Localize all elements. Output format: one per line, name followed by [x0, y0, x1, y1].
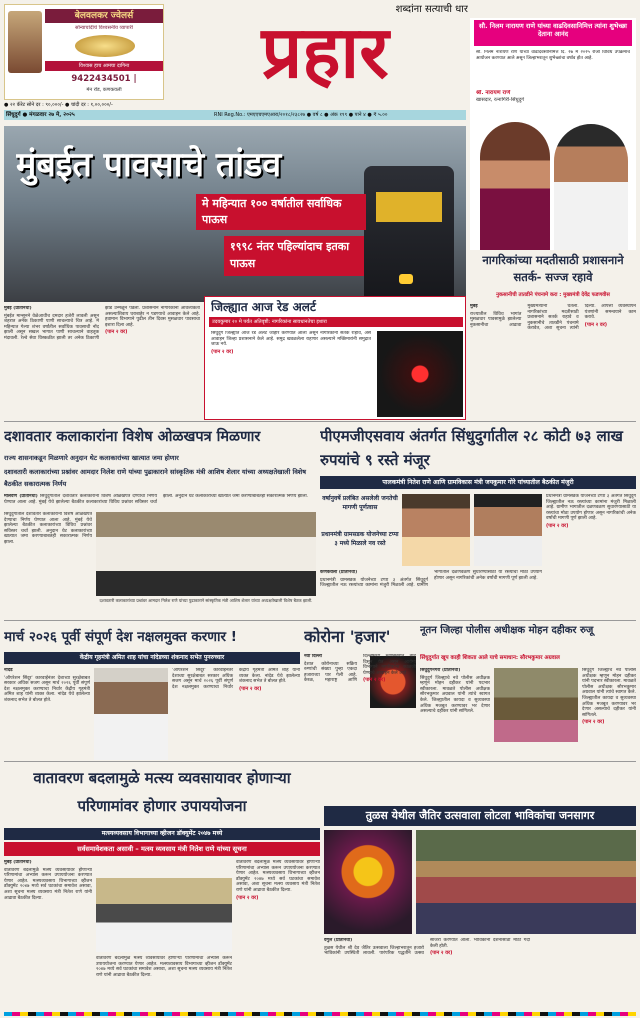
alert-headline: जिल्ह्यात आज रेड अलर्ट — [211, 300, 316, 314]
fisheries-continued: (पान २ वर) — [236, 894, 259, 901]
artists-body — [4, 494, 316, 510]
lead-body-text: मुंबईत मान्सूनने वेळेआधीच दमदार हजेरी लावली असून शहरात अनेक ठिकाणी पाणी साचल्याचे चित्र आहे. मे महिन्यात गेल्या शंभर वर्षांतील सर्वाधिक पावसाची नोंद झाली असून सखल भागात पाणी साचल्याने वाहतूक मंदावली. रेल्वे सेवा विस्कळीत झाली तर अनेक ठिकाणी झाडे उन्मळून पडली. प्रशासनाने नागरिकांना आवश्यकता असल्याशिवाय घराबाहेर न पडण्याचे आवाहन केले आहे. हवामान विभागाने पुढील तीन दिवस मुसळधार पावसाचा इशारा दिला आहे. — [4, 306, 200, 341]
police-left — [420, 668, 490, 760]
artists-bullet1: राज्य शासनाकडून मिळणारे अनुदान थेट कलाकारांच्या खात्यात जमा होणार — [4, 454, 179, 462]
dateline-bar — [4, 110, 466, 120]
naxal-continued: (पान २ वर) — [239, 685, 262, 692]
ad-right-heading: सौ. निलम नारायण राणे यांच्या वाढदिवसानिमित्त त्यांना शुभेच्छा देताना आनंद — [474, 20, 632, 46]
rain-right-dateline: मुंबई — [470, 304, 478, 309]
artists-bullet2: दशावतारी कलाकारांच्या प्रश्नांवर आमदार निलेश राणे यांच्या पुढाकाराने सांस्कृतिक मंत्री आशिष शेलार यांच्या अध्यक्षतेखाली विशेष बैठकीत सकारात्मक निर्णय — [4, 468, 306, 488]
pmgsy-right-col — [546, 494, 636, 618]
masthead-dateline: सिंधुदुर्ग ● मंगळवार २७ मे, २०२५ — [6, 112, 75, 118]
artists-photo — [96, 512, 316, 596]
pmgsy-sub2: प्रधानमंत्री ग्रामसडक योजनेच्या टप्पा ३ मध्ये मिळाले नव रस्ते — [321, 531, 399, 547]
fisheries-headline: वातावरण बदलामुळे मत्स्य व्यवसायावर होणाऱ्या परिणामांवर होणार उपाययोजना — [33, 769, 291, 815]
pmgsy-photo-rane — [402, 494, 470, 566]
tulas-crowd-photo — [416, 830, 636, 934]
corona-body — [304, 654, 416, 760]
masthead-title: प्रहार — [261, 10, 389, 94]
tulas-body-text: तुळस येथील श्री देव जैतिर उत्सवाला जिल्हाभरातून हजारो भाविकांनी उपस्थिती लावली. पारंपरिक पद्धतीने उत्सव साजरा करण्यात आला. भाविकांनी दर्शनासाठी मोठी गर्दी केली होती. — [324, 938, 530, 957]
portrait-man — [554, 124, 628, 250]
tulas-continued: (पान २ वर) — [430, 950, 453, 957]
rain-right-body-text: राज्यातील विविध भागांत मुसळधार पावसामुळे झालेल्या नुकसानीचा आढावा मुख्यमंत्र्यांनी घेतला. नागरिकांच्या मदतीसाठी प्रशासनाने सतर्क राहावे व नुकसानीचे तातडीने पंचनामे करावेत, अशा सूचना त्यांनी दिल्या. आपत्ती व्यवस्थापन यंत्रणांनी समन्वयाने काम करावे. — [470, 304, 636, 332]
pmgsy-dateline: कणकवली (प्रतिनिधी) — [320, 570, 358, 575]
tulas-dateline: वेंगुर्ले (प्रतिनिधी) — [324, 938, 353, 943]
fisheries-right-text: वातावरण बदलामुळे मत्स्य व्यवसायावर होणाऱ्या परिणामांचा अभ्यास करून उपाययोजना करण्यात येणार आहेत. मत्स्यव्यवसाय विभागाच्या व्हीजन डॉक्युमेंट २०४७ मध्ये सर्व घटकांचा समावेश असावा, अशा सूचना मत्स्य व्यवसाय मंत्री नितेश राणे यांनी आढावा बैठकीत दिल्या. — [236, 860, 320, 893]
artists-body-text: सिंधुदुर्गातील दशावतार कलाकारांना विशेष ओळखपत्र देण्याचा निर्णय घेण्यात आला आहे. मुंबई येथे झालेल्या बैठकीत कलाकारांच्या विविध प्रश्नांवर सविस्तर चर्चा झाली. अनुदान थेट कलाकारांच्या खात्यात जमा करण्याबाबतही सकारात्मक निर्णय झाला. — [4, 494, 309, 505]
rain-right-continued: (पान २ वर) — [584, 321, 608, 328]
lead-body — [4, 306, 200, 420]
ad-sign-name: श्री. नारायण राणे — [476, 90, 511, 96]
police-dateline: सिंधुदुर्गनगरी (प्रतिनिधी) — [420, 668, 461, 673]
naxal-body-text: 'ऑपरेशन सिंदूर' कारवाईनंतर देशाच्या सुरक्षेबाबत सरकार अधिक सजग असून मार्च २०२६ पूर्वी संपूर्ण देश नक्षलमुक्त करण्याचा निर्धार केंद्रीय गृहमंत्री अमित शाह यांनी व्यक्त केला. नांदेड येथे झालेल्या शंकनाद सभेत ते बोलत होते. — [4, 675, 90, 703]
naxal-dateline: नांदेड — [4, 668, 13, 673]
artists-left-col — [4, 512, 92, 596]
rain-right-subhead: नुकसानीची तातडीने पंचनामे करा : मुख्यमंत्री देवेंद्र फडणवीस — [496, 292, 610, 298]
artists-left-text: सिंधुदुर्गातील दशावतार कलाकारांना विशेष ओळखपत्र देण्याचा निर्णय घेण्यात आला आहे. मुंबई येथे झालेल्या बैठकीत कलाकारांच्या विविध प्रश्नांवर सविस्तर चर्चा झाली. अनुदान थेट कलाकारांच्या खात्यात जमा करण्याबाबतही सकारात्मक निर्णय झाला. — [4, 512, 92, 545]
artists-headline: दशावतार कलाकारांना विशेष ओळखपत्र मिळणार — [4, 429, 261, 445]
pmgsy-band: पालकमंत्री नितेश राणे आणि ग्रामविकास मंत्री जयकुमार गोरे यांच्यातील बैठकीत मंजुरी — [320, 476, 636, 489]
tulas-deity-photo — [324, 830, 412, 934]
ad-line2: विश्वास हाच आमचा दागिना — [45, 61, 163, 71]
corona-body-text: देशात कोरोनाच्या सक्रिय रुग्णांची संख्या पुन्हा एकदा हजाराच्या पार गेली आहे. केरळ, महाराष्ट्र आणि दिल्लीमध्ये रुग्णसंख्येत वाढ दिसून येत असून आरोग्य विभागाने नागरिकांना काळजी घेण्याचे आवाहन केले आहे. — [304, 654, 416, 684]
ad-tagline: सोन्याचांदीचे विश्वसनीय व्यापारी — [75, 25, 133, 31]
ad-address: मेन रोड, कणकवली — [86, 87, 122, 93]
ad-brand: बेलवलकर ज्वेलर्स — [45, 9, 163, 23]
fisheries-right — [236, 860, 320, 1010]
fisheries-meeting-photo — [96, 878, 232, 952]
rule-h1 — [4, 421, 636, 422]
corona-dateline: नवी दिल्ली — [304, 654, 322, 659]
registration-marks — [4, 1012, 636, 1016]
rate-line: ● २२ कॅरेट सोने दर : ९०,०००/- ● चांदी दर : १,००,०००/- — [4, 102, 113, 108]
fisheries-band2: सर्वसमावेशकता असावी – मत्स्य व्यवसाय मंत्री नितेश राणे यांच्या सूचना — [4, 842, 320, 856]
lead-headline: मुंबईत पावसाचे तांडव — [16, 145, 282, 185]
pmgsy-headline: पीएमजीएसवाय अंतर्गत सिंधुदुर्गातील २८ कोटी ७३ लाख रुपयांचे ९ रस्ते मंजूर — [320, 427, 623, 469]
police-photo — [494, 668, 578, 742]
train-headlight — [399, 274, 413, 284]
rain-right-headline: नागरिकांच्या मदतीसाठी प्रशासनाने सतर्क- सज्ज रहावे — [482, 253, 624, 284]
ad-right-body: सौ. निलम नारायण राणे यांच्या वाढदिवसानिमित्त दि. २७ मे २०२५ रोजी विविध उपक्रमांचे आयोजन करण्यात आले असून जिल्हाभरातून शुभेच्छांचा वर्षाव होत आहे. — [476, 50, 630, 61]
naxal-right — [172, 668, 300, 760]
ad-right-birthday — [470, 18, 636, 250]
fisheries-dateline: मुंबई (प्रतिनिधी) — [4, 860, 32, 865]
naxal-left — [4, 668, 90, 760]
fisheries-band1: मत्स्यव्यवसाय विभागाच्या व्हीजन डॉक्युमेंट २०४७ मध्ये — [4, 828, 320, 840]
red-alert-box — [204, 296, 466, 420]
portrait-woman — [480, 122, 550, 250]
corona-continued: (पान २ वर) — [363, 677, 386, 684]
lead-continued: (पान २ वर) — [105, 329, 128, 336]
police-continued: (पान २ वर) — [582, 719, 605, 726]
lead-dateline: मुंबई (प्रतिनिधी) — [4, 306, 32, 311]
amit-shah-photo — [94, 668, 168, 760]
police-right — [582, 668, 636, 760]
fisheries-left — [4, 860, 92, 1010]
alert-body-text: सिंधुदुर्ग जिल्ह्यात आज रेड अलर्ट जाहीर करण्यात आला असून नागरिकांनी सतर्क राहावे, असे आवाहन जिल्हा प्रशासनाने केले आहे. समुद्र खवळलेला राहणार असल्याने मच्छिमारांनी समुद्रात जाऊ नये. — [211, 331, 371, 348]
naxal-right-text: 'ऑपरेशन सिंदूर' कारवाईनंतर देशाच्या सुरक्षेबाबत सरकार अधिक सजग असून मार्च २०२६ पूर्वी संपूर्ण देश नक्षलमुक्त करण्याचा निर्धार केंद्रीय गृहमंत्री अमित शाह यांनी व्यक्त केला. नांदेड येथे झालेल्या शंकनाद सभेत ते बोलत होते. — [172, 668, 300, 690]
rain-right-body — [470, 304, 636, 420]
masthead-tagline: शब्दांना सत्याची धार — [395, 4, 468, 15]
fisheries-body-text: वातावरण बदलामुळे मत्स्य व्यवसायावर होणाऱ्या परिणामांचा अभ्यास करून उपाययोजना करण्यात येणार आहेत. मत्स्यव्यवसाय विभागाच्या व्हीजन डॉक्युमेंट २०४७ मध्ये सर्व घटकांचा समावेश असावा, अशा सूचना मत्स्य व्यवसाय मंत्री नितेश राणे यांनी आढावा बैठकीत दिल्या. — [4, 867, 92, 901]
fisheries-mid — [96, 956, 232, 1010]
pmgsy-photo-gore — [474, 494, 542, 566]
police-subhead: सिंधुदुर्गात खूप काही शिकता आले याचे समाधान: सौरभकुमार अग्रवाल — [420, 655, 560, 661]
police-right-text: सिंधुदुर्ग जिल्ह्याचे नवे पोलीस अधीक्षक म्हणून मोहन दहीकर यांनी पदभार स्वीकारला. मावळते पोलीस अधीक्षक सौरभकुमार अग्रवाल यांनी त्यांचे स्वागत केले. जिल्ह्यातील कायदा व सुव्यवस्था अधिक मजबूत करण्यावर भर देणार असल्याचे दहीकर यांनी सांगितले. — [582, 668, 636, 718]
tulas-headline: तुळस येथील जैतिर उत्सवाला लोटला भाविकांचा जनसागर — [324, 806, 636, 826]
pmgsy-sub1: वर्षानुवर्षे प्रलंबित असलेली जनतेची मागणी पूर्णत्वास — [322, 495, 398, 511]
train-windshield — [376, 192, 442, 222]
corona-headline: कोरोना 'हजार' — [304, 627, 391, 646]
tulas-body — [324, 938, 636, 1010]
pmgsy-continued: (पान २ वर) — [546, 522, 569, 529]
ad-model-photo — [8, 11, 42, 73]
pmgsy-body-text: प्रधानमंत्री ग्रामसडक योजनेच्या टप्पा ३ अंतर्गत सिंधुदुर्ग जिल्ह्यातील नऊ रस्त्यांच्या कामांना मंजुरी मिळाली आहे. ग्रामीण भागातील दळणवळण सुधारण्यासाठी या रस्त्यांचा मोठा उपयोग होणार असून नागरिकांची अनेक वर्षांची मागणी पूर्ण झाली आहे. — [320, 570, 542, 589]
rule-h2 — [4, 620, 636, 621]
artists-dateline: मालवण (प्रतिनिधी) — [4, 494, 38, 499]
pmgsy-body — [320, 570, 542, 618]
artists-caption: दशावतारी कलाकारांच्या प्रश्नांवर आमदार निलेश राणे यांच्या पुढाकाराने सांस्कृतिक मंत्री आशिष शेलार यांच्या अध्यक्षतेखाली विशेष बैठक झाली. — [99, 598, 313, 603]
alert-sub: उदयकुमार २० मे पर्यंत अतिवृष्टी: नागरिकांना सावधानतेचा इशारा — [209, 317, 463, 327]
masthead-regline: RNI Reg.No.: एमएएचएमएआरा/२०१८/२३८२७ ● वर्ष ८ ● अंक १९९ ● पाने ४ ● ₹ ५.०० — [214, 112, 388, 118]
lead-sub2: १९९८ नंतर पहिल्यांदाच इतका पाऊस — [224, 236, 364, 276]
police-headline: नूतन जिल्हा पोलीस अधीक्षक मोहन दहीकर रुजू — [420, 625, 594, 636]
ad-sign-title: खासदार, रत्नागिरी-सिंधुदुर्ग — [476, 97, 525, 103]
ad-jewel-image — [75, 35, 135, 57]
naxal-band: केंद्रीय गृहमंत्री अमित शाह यांचा नांदेडच्या शंकनाद सभेत पुनरुच्चार — [4, 652, 300, 664]
police-body-text: सिंधुदुर्ग जिल्ह्याचे नवे पोलीस अधीक्षक म्हणून मोहन दहीकर यांनी पदभार स्वीकारला. मावळते पोलीस अधीक्षक सौरभकुमार अग्रवाल यांनी त्यांचे स्वागत केले. जिल्ह्यातील कायदा व सुव्यवस्था अधिक मजबूत करण्यावर भर देणार असल्याचे दहीकर यांनी सांगितले. — [420, 675, 490, 715]
alert-body — [211, 331, 371, 417]
rule-h3 — [4, 761, 636, 762]
ad-phones: 9422434501 | — [71, 74, 137, 84]
naxal-headline: मार्च २०२६ पूर्वी संपूर्ण देश नक्षलमुक्त करणार ! — [4, 629, 237, 645]
signal-photo — [377, 331, 463, 417]
lead-sub1: मे महिन्यात १०० वर्षातील सर्वाधिक पाऊस — [196, 194, 366, 230]
pmgsy-right-text: प्रधानमंत्री ग्रामसडक योजनेच्या टप्पा ३ अंतर्गत सिंधुदुर्ग जिल्ह्यातील नऊ रस्त्यांच्या कामांना मंजुरी मिळाली आहे. ग्रामीण भागातील दळणवळण सुधारण्यासाठी या रस्त्यांचा मोठा उपयोग होणार असून नागरिकांची अनेक वर्षांची मागणी पूर्ण झाली आहे. — [546, 494, 636, 522]
fisheries-mid-text: वातावरण बदलामुळे मत्स्य व्यवसायावर होणाऱ्या परिणामांचा अभ्यास करून उपाययोजना करण्यात येणार आहेत. मत्स्यव्यवसाय विभागाच्या व्हीजन डॉक्युमेंट २०४७ मध्ये सर्व घटकांचा समावेश असावा, अशा सूचना मत्स्य व्यवसाय मंत्री नितेश राणे यांनी आढावा बैठकीत दिल्या. — [96, 956, 232, 978]
alert-continued: (पान २ वर) — [211, 348, 234, 355]
ad-left-jewellers — [4, 4, 164, 100]
